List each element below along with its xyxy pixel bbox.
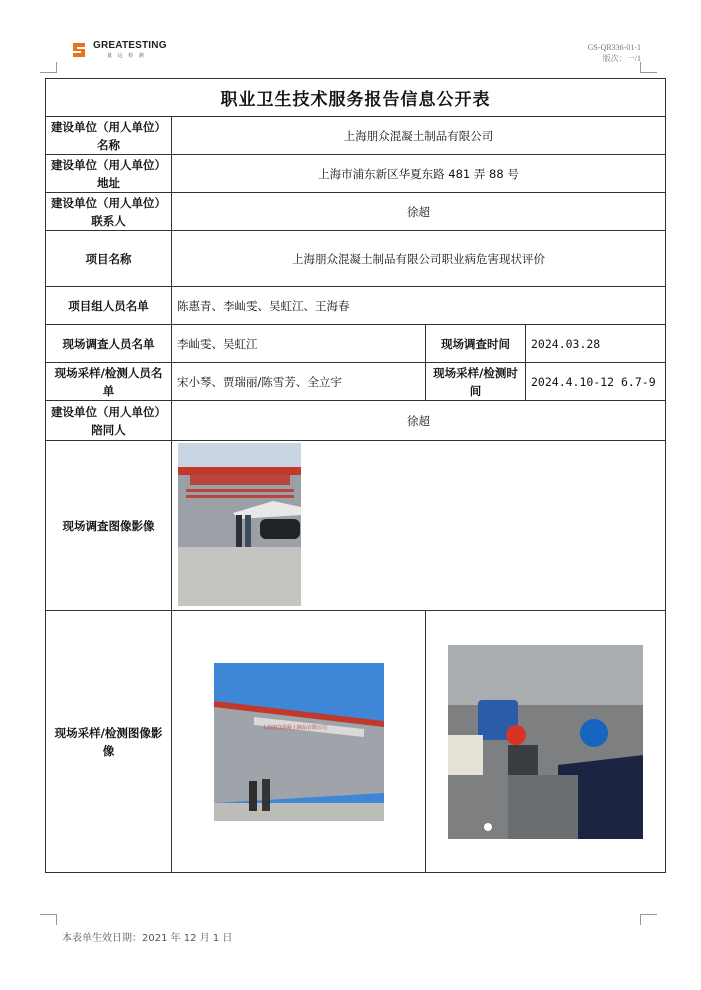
document-version: 版次：一/1 <box>602 54 641 63</box>
crop-mark-top-right <box>640 62 657 73</box>
team-members-label: 项目组人员名单 <box>46 287 172 325</box>
unit-address-label: 建设单位（用人单位）地址 <box>46 155 172 193</box>
table-row <box>46 117 666 155</box>
survey-time-label: 现场调查时间 <box>426 325 526 363</box>
table-row <box>46 325 666 363</box>
survey-images-label: 现场调查图像影像 <box>46 441 172 611</box>
unit-name-label: 建设单位（用人单位）名称 <box>46 117 172 155</box>
unit-contact-value: 徐超 <box>172 193 666 231</box>
title-row <box>46 79 666 117</box>
escort-value: 徐超 <box>172 401 666 441</box>
table-row <box>46 611 666 873</box>
sampling-staff-value: 宋小琴、贾瑞丽/陈雪芳、全立宇 <box>172 363 426 401</box>
project-name-value: 上海朋众混凝土制品有限公司职业病危害现状评价 <box>172 231 666 287</box>
survey-images-cell <box>172 441 666 611</box>
survey-staff-value: 李屾雯、吴虹江 <box>172 325 426 363</box>
sampling-time-value: 2024.4.10-12 6.7-9 <box>526 363 666 401</box>
table-row <box>46 231 666 287</box>
crop-mark-bottom-left <box>40 914 57 925</box>
sampling-images-label: 现场采样/检测图像影像 <box>46 611 172 873</box>
sampling-photo-welding <box>448 645 643 839</box>
document-code-block <box>588 42 641 64</box>
sampling-photo-building <box>214 663 384 821</box>
sampling-time-label: 现场采样/检测时间 <box>426 363 526 401</box>
team-members-value: 陈惠青、李屾雯、吴虹江、王海春 <box>172 287 666 325</box>
sampling-staff-label: 现场采样/检测人员名单 <box>46 363 172 401</box>
greatesting-logo-icon <box>70 41 88 59</box>
survey-time-value: 2024.03.28 <box>526 325 666 363</box>
disclosure-table <box>45 78 666 873</box>
table-row <box>46 363 666 401</box>
unit-address-value: 上海市浦东新区华夏东路 481 弄 88 号 <box>172 155 666 193</box>
brand-name: GREATESTING <box>93 40 167 51</box>
unit-contact-label: 建设单位（用人单位）联系人 <box>46 193 172 231</box>
sampling-image-cell-2 <box>426 611 666 873</box>
crop-mark-bottom-right <box>640 914 657 925</box>
sampling-image-cell-1 <box>172 611 426 873</box>
document-code: GS-QR336-01-1 <box>587 43 641 52</box>
table-row <box>46 441 666 611</box>
building-sign-text: 上海朋众混凝土制品有限公司 <box>261 724 327 731</box>
brand-subtitle: 量 远 检 测 <box>107 53 146 59</box>
escort-label: 建设单位（用人单位）陪同人 <box>46 401 172 441</box>
survey-photo <box>178 443 301 606</box>
table-row <box>46 287 666 325</box>
survey-staff-label: 现场调查人员名单 <box>46 325 172 363</box>
table-row <box>46 193 666 231</box>
crop-mark-top-left <box>40 62 57 73</box>
unit-name-value: 上海朋众混凝土制品有限公司 <box>172 117 666 155</box>
table-row <box>46 155 666 193</box>
table-row <box>46 401 666 441</box>
project-name-label: 项目名称 <box>46 231 172 287</box>
effective-date-footer: 本表单生效日期：2021 年 12 月 1 日 <box>62 933 233 944</box>
table-title: 职业卫生技术服务报告信息公开表 <box>46 79 666 117</box>
